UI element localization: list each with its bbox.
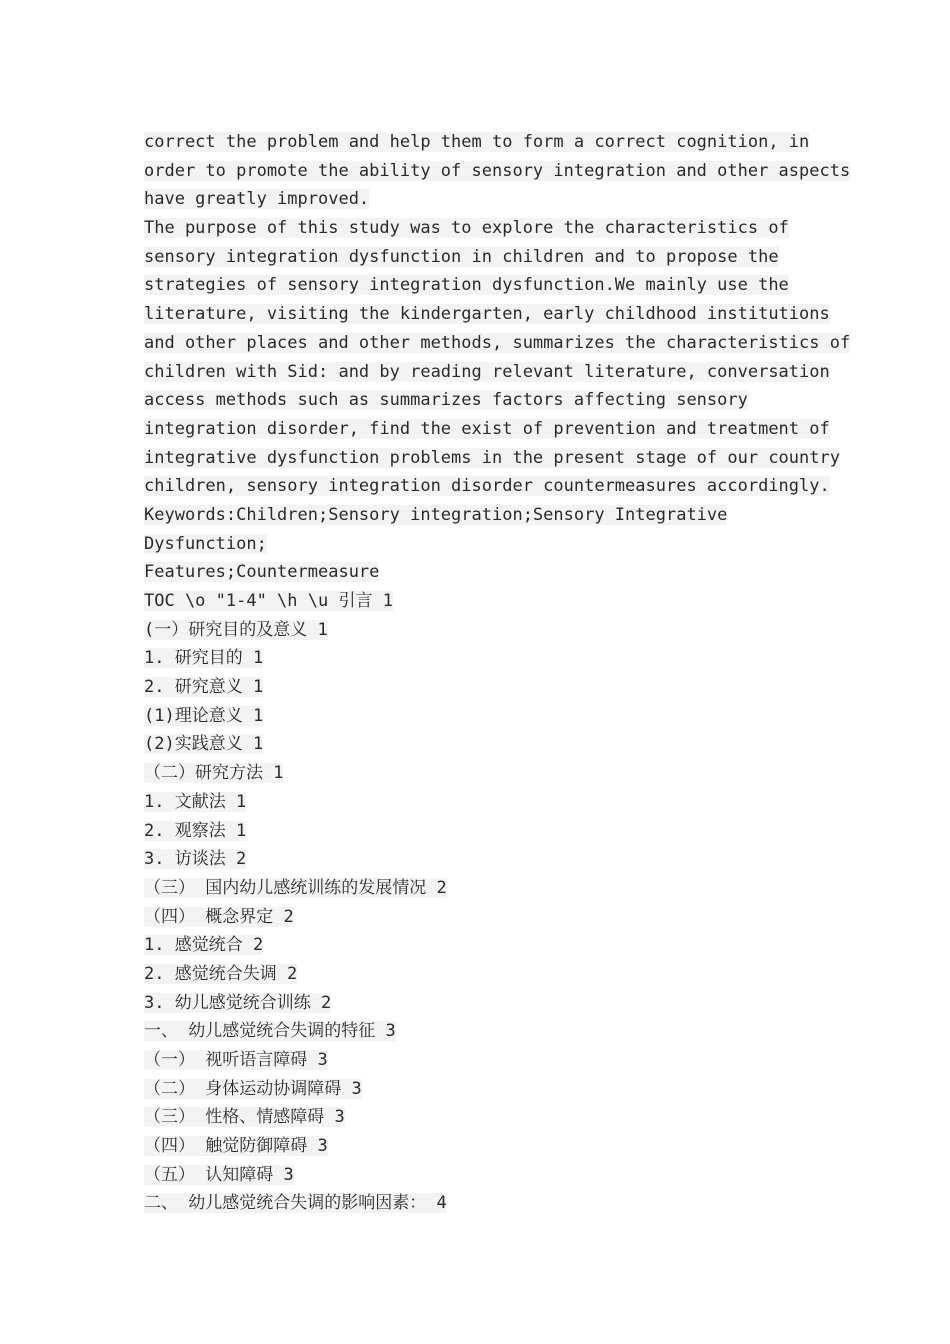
abstract-line: children, sensory integration disorder countermeasures accordingly. [144, 476, 830, 497]
toc-entry: （二） 身体运动协调障碍 3 [144, 1078, 362, 1099]
toc-entry: 2. 研究意义 1 [144, 677, 264, 698]
toc-entry: （四） 概念界定 2 [144, 906, 294, 927]
abstract-line: integrative dysfunction problems in the present stage of our country [144, 447, 840, 468]
abstract-line: correct the problem and help them to form a correct cognition, in [144, 132, 810, 152]
abstract-line: children with Sid: and by reading relevant literature, conversation [144, 361, 830, 382]
toc-entry: 二、 幼儿感觉统合失调的影响因素： 4 [144, 1193, 447, 1214]
toc-entry: （三） 性格、情感障碍 3 [144, 1107, 345, 1128]
toc-entry: （一） 视听语言障碍 3 [144, 1050, 328, 1070]
toc-entry: 3. 访谈法 2 [144, 849, 247, 870]
keywords-line: Features;Countermeasure [144, 562, 380, 583]
keywords-line: Dysfunction; [144, 533, 267, 554]
toc-entry: （四） 触觉防御障碍 3 [144, 1136, 328, 1157]
toc-entry: (2)实践意义 1 [144, 734, 264, 755]
toc-entry: 1. 研究目的 1 [144, 648, 264, 669]
abstract-line: have greatly improved. [144, 189, 370, 210]
keywords-line: Keywords:Children;Sensory integration;Sensory Integrative [144, 504, 728, 525]
toc-entry: 3. 幼儿感觉统合训练 2 [144, 992, 332, 1013]
toc-entry: （三） 国内幼儿感统训练的发展情况 2 [144, 877, 447, 898]
abstract-line: sensory integration dysfunction in children and to propose the [144, 246, 779, 267]
abstract-line: access methods such as summarizes factors affecting sensory [144, 390, 748, 411]
toc-field-line: TOC \o "1-4" \h \u 引言 1 [144, 591, 393, 611]
abstract-line: integration disorder, find the exist of prevention and treatment of [144, 418, 830, 439]
abstract-line: order to promote the ability of sensory integration and other aspects [144, 160, 851, 181]
abstract-line: strategies of sensory integration dysfunction.We mainly use the [144, 275, 789, 296]
abstract-line: The purpose of this study was to explore the characteristics of [144, 218, 789, 239]
toc-entry: (1)理论意义 1 [144, 705, 264, 726]
abstract-line: literature, visiting the kindergarten, early childhood institutions [144, 304, 830, 325]
toc-entry: 一、 幼儿感觉统合失调的特征 3 [144, 1021, 396, 1042]
toc-entry: 1. 感觉统合 2 [144, 935, 264, 956]
document-text [144, 128, 851, 1218]
toc-entry: 2. 感觉统合失调 2 [144, 963, 298, 984]
toc-entry: （二）研究方法 1 [144, 763, 284, 784]
toc-entry: (一）研究目的及意义 1 [144, 619, 328, 640]
toc-entry: 2. 观察法 1 [144, 820, 247, 841]
abstract-line: and other places and other methods, summarizes the characteristics of [144, 332, 851, 353]
toc-entry: 1. 文献法 1 [144, 791, 247, 812]
toc-entry: （五） 认知障碍 3 [144, 1164, 294, 1185]
